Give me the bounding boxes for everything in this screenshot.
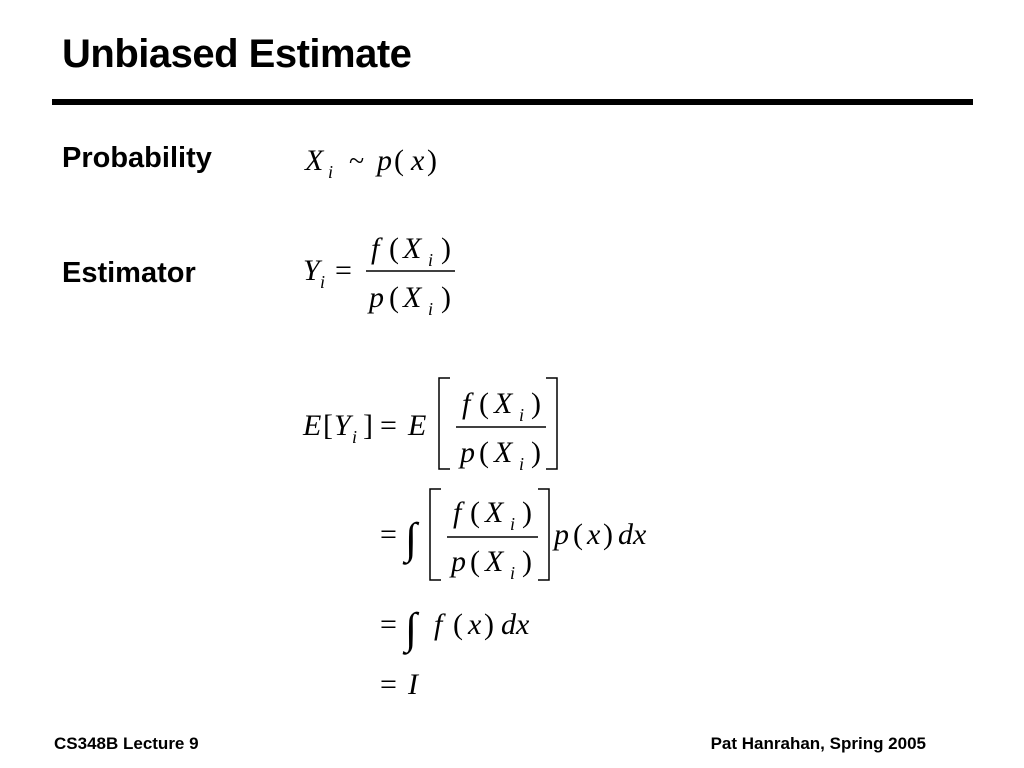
svg-text:): ) (441, 232, 451, 265)
svg-text:=: = (335, 254, 352, 287)
svg-text:f: f (453, 496, 462, 529)
svg-text:(: ( (453, 608, 463, 641)
svg-text:]: ] (363, 409, 373, 442)
svg-text:i: i (519, 454, 525, 474)
footer-lecture: CS348B Lecture 9 (54, 734, 199, 753)
svg-text:X: X (305, 144, 324, 177)
estimator-equation (303, 232, 455, 319)
svg-text:=: = (380, 668, 397, 701)
svg-text:p: p (451, 545, 466, 578)
svg-text:(: ( (573, 518, 583, 551)
svg-text:(: ( (479, 436, 489, 469)
svg-text:X: X (485, 496, 504, 529)
svg-text:Y: Y (334, 409, 351, 442)
svg-text:): ) (441, 281, 451, 314)
svg-text:x: x (468, 608, 482, 641)
svg-text:=: = (380, 409, 397, 442)
svg-text:): ) (484, 608, 494, 641)
svg-text:(: ( (470, 496, 480, 529)
svg-text:): ) (427, 144, 437, 177)
expectation-line-4 (380, 668, 420, 701)
svg-text:p: p (554, 518, 569, 551)
svg-text:X: X (494, 436, 513, 469)
svg-text:p: p (377, 144, 392, 177)
svg-text:I: I (408, 668, 418, 701)
estimator-label: Estimator (62, 257, 196, 289)
footer-author: Pat Hanrahan, Spring 2005 (710, 734, 926, 753)
svg-text:[: [ (323, 409, 333, 442)
svg-text:): ) (522, 496, 532, 529)
svg-text:i: i (428, 299, 434, 319)
svg-text:(: ( (389, 232, 399, 265)
svg-text:∫: ∫ (405, 604, 418, 653)
svg-text:Y: Y (303, 254, 320, 287)
svg-text:X: X (485, 545, 504, 578)
svg-text:X: X (403, 232, 422, 265)
svg-text:): ) (531, 387, 541, 420)
svg-text:p: p (369, 281, 384, 314)
svg-text:~: ~ (349, 146, 365, 177)
svg-text:(: ( (479, 387, 489, 420)
svg-text:): ) (522, 545, 532, 578)
svg-text:(: ( (394, 144, 404, 177)
probability-equation (304, 144, 437, 182)
svg-text:x: x (411, 144, 425, 177)
svg-text:=: = (380, 518, 397, 551)
svg-text:): ) (531, 436, 541, 469)
svg-text:i: i (510, 563, 516, 583)
svg-text:E: E (408, 409, 427, 442)
svg-text:i: i (510, 514, 516, 534)
svg-text:i: i (320, 272, 326, 292)
svg-text:(: ( (470, 545, 480, 578)
expectation-line-2 (380, 489, 647, 583)
svg-text:i: i (352, 427, 358, 447)
svg-text:i: i (428, 250, 434, 270)
svg-text:X: X (494, 387, 513, 420)
expectation-line-1 (302, 378, 557, 474)
svg-text:E: E (303, 409, 322, 442)
svg-text:x: x (587, 518, 601, 551)
probability-label: Probability (62, 142, 212, 174)
svg-text:dx: dx (501, 608, 530, 641)
svg-text:=: = (380, 608, 397, 641)
svg-text:f: f (462, 387, 471, 420)
svg-text:i: i (328, 162, 334, 182)
svg-text:f: f (371, 232, 380, 265)
svg-text:): ) (603, 518, 613, 551)
svg-text:dx: dx (618, 518, 647, 551)
svg-text:p: p (460, 436, 475, 469)
svg-text:f: f (434, 608, 443, 641)
svg-text:∫: ∫ (405, 514, 418, 563)
expectation-line-3 (380, 604, 530, 655)
svg-text:X: X (403, 281, 422, 314)
slide-title: Unbiased Estimate (62, 32, 412, 76)
svg-text:(: ( (389, 281, 399, 314)
svg-text:i: i (519, 405, 525, 425)
